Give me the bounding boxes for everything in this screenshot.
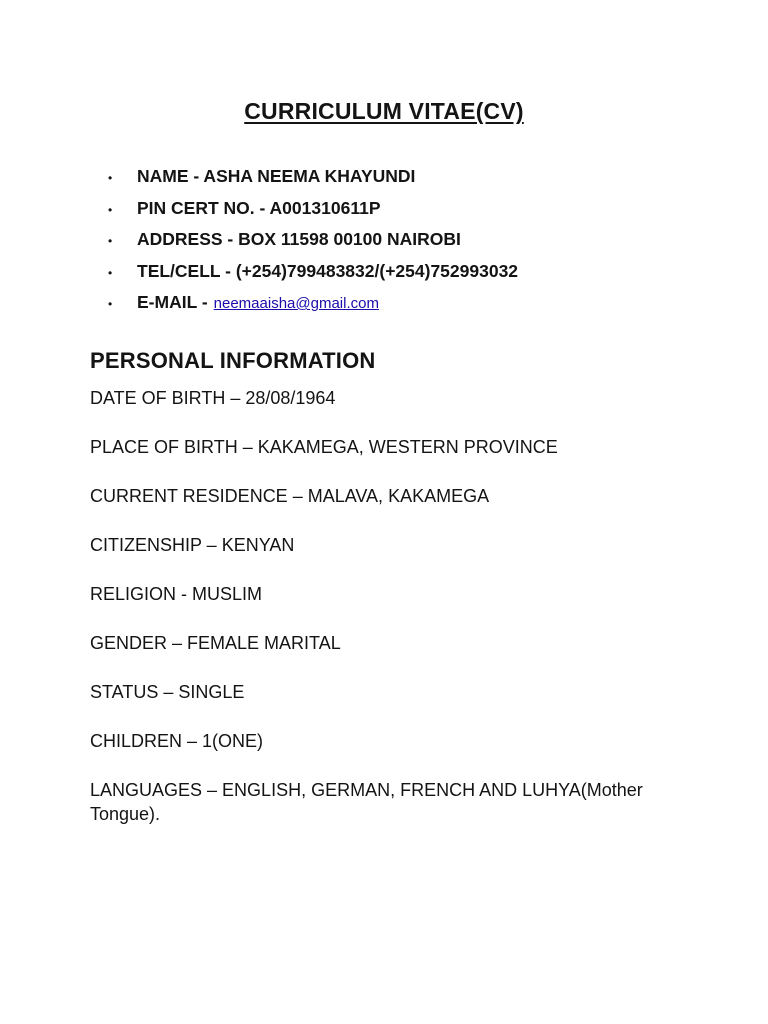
contact-item-pin [108, 198, 518, 230]
place-of-birth: PLACE OF BIRTH – KAKAMEGA, WESTERN PROVINCE [90, 437, 558, 457]
contact-pin: PIN CERT NO. - A001310611P [137, 197, 381, 218]
contact-list [108, 166, 518, 324]
citizenship: CITIZENSHIP – KENYAN [90, 535, 295, 555]
bullet-icon: • [108, 234, 113, 248]
religion: RELIGION - MUSLIM [90, 584, 263, 604]
contact-item-tel [108, 261, 518, 293]
email-link[interactable]: neemaaisha@gmail.com [213, 295, 379, 312]
bullet-icon: • [108, 171, 113, 185]
personal-information-list [90, 386, 690, 851]
contact-email-label: E-MAIL - [137, 292, 208, 312]
contact-item-email [108, 292, 518, 324]
bullet-icon: • [108, 202, 113, 217]
contact-item-address [108, 229, 518, 261]
date-of-birth: DATE OF BIRTH – 28/08/1964 [90, 388, 336, 408]
document-title: CURRICULUM VITAE(CV) [244, 98, 524, 124]
contact-name: NAME - ASHA NEEMA KHAYUNDI [137, 166, 416, 186]
contact-tel: TEL/CELL - (+254)799483832/(+254)752993032 [137, 260, 519, 281]
current-residence: CURRENT RESIDENCE – MALAVA, KAKAMEGA [90, 486, 490, 506]
bullet-icon: • [108, 265, 113, 280]
marital-status: STATUS – SINGLE [90, 682, 245, 702]
gender: GENDER – FEMALE MARITAL [90, 633, 341, 653]
children: CHILDREN – 1(ONE) [90, 731, 264, 751]
bullet-icon: • [108, 297, 113, 311]
personal-information-heading: PERSONAL INFORMATION [90, 348, 376, 373]
contact-address: ADDRESS - BOX 11598 00100 NAIROBI [137, 229, 461, 249]
contact-item-name [108, 166, 518, 198]
languages: LANGUAGES – ENGLISH, GERMAN, FRENCH AND LUHYA(Mother Tongue). [90, 780, 643, 824]
